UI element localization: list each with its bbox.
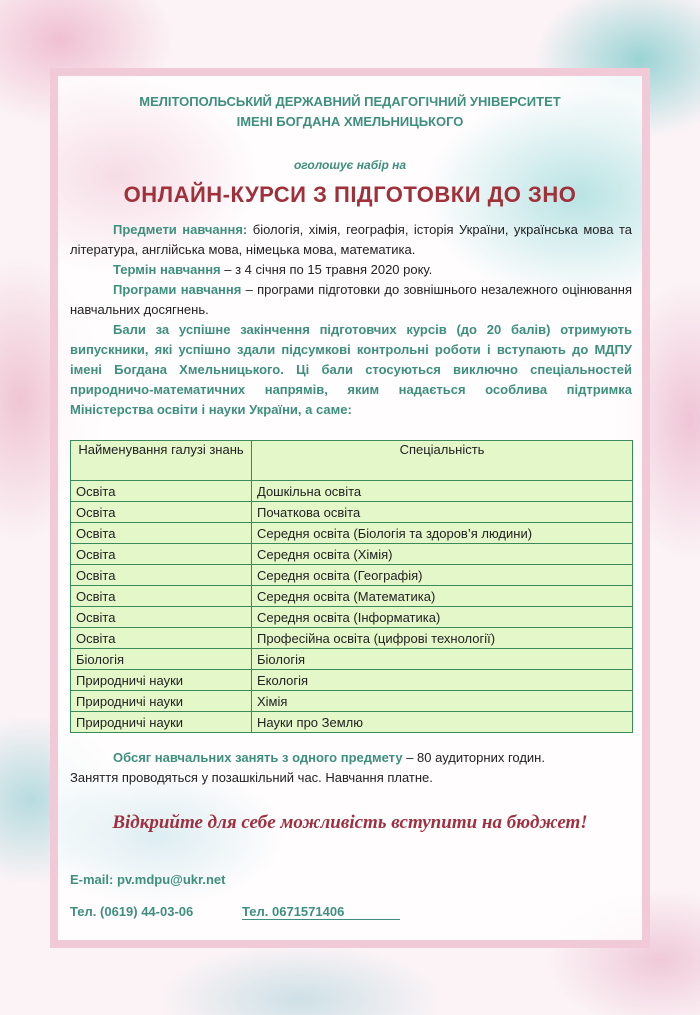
specialty-cell: Середня освіта (Хімія) [252, 544, 633, 565]
specialty-cell: Екологія [252, 670, 633, 691]
specialty-cell: Дошкільна освіта [252, 481, 633, 502]
phone-1: Тел. (0619) 44-03-06 [70, 904, 194, 919]
programs-label: Програми навчання [113, 282, 242, 297]
subjects-text: біологія, хімія, географія, історія України, українська мова та література, англійська мова, німецька мова, математика. [70, 222, 632, 257]
field-cell: Освіта [71, 523, 252, 544]
specialty-cell: Хімія [252, 691, 633, 712]
specialty-cell: Середня освіта (Інформатика) [252, 607, 633, 628]
specialty-cell: Біологія [252, 649, 633, 670]
programs-text: – програми підготовки до зовнішнього незалежного оцінювання навчальних досягнень. [70, 282, 632, 317]
subjects-label: Предмети навчання: [113, 222, 248, 237]
volume-paragraph [70, 748, 632, 768]
volume-label: Обсяг навчальних занять з одного предмету [113, 750, 403, 765]
table-row [71, 565, 633, 586]
field-cell: Природничі науки [71, 712, 252, 733]
field-cell: Освіта [71, 544, 252, 565]
column-header-field: Найменування галузі знань [71, 441, 252, 481]
term-label: Термін навчання [113, 262, 221, 277]
table-row [71, 607, 633, 628]
email-link[interactable]: E-mail: pv.mdpu@ukr.net [70, 872, 226, 887]
field-cell: Природничі науки [71, 691, 252, 712]
field-cell: Освіта [71, 586, 252, 607]
specialty-cell: Середня освіта (Географія) [252, 565, 633, 586]
programs-paragraph [70, 280, 632, 320]
field-cell: Освіта [71, 628, 252, 649]
column-header-specialty: Спеціальність [252, 441, 633, 481]
table-row [71, 670, 633, 691]
table-row [71, 481, 633, 502]
note-paragraph: Заняття проводяться у позашкільний час. Навчання платне. [70, 770, 433, 785]
specialty-cell: Науки про Землю [252, 712, 633, 733]
info-paragraphs [70, 220, 632, 420]
table-row [71, 691, 633, 712]
subjects-paragraph [70, 220, 632, 260]
field-cell: Природничі науки [71, 670, 252, 691]
university-name: МЕЛІТОПОЛЬСЬКИЙ ДЕРЖАВНИЙ ПЕДАГОГІЧНИЙ УНІВЕРСИТЕТ [139, 94, 561, 109]
slogan: Відкрийте для себе можливість вступити на бюджет! [112, 812, 588, 833]
page-title: ОНЛАЙН-КУРСИ З ПІДГОТОВКИ ДО ЗНО [123, 182, 577, 207]
specialty-cell: Початкова освіта [252, 502, 633, 523]
field-cell: Освіта [71, 502, 252, 523]
table-row [71, 502, 633, 523]
field-cell: Освіта [71, 607, 252, 628]
field-cell: Освіта [71, 565, 252, 586]
volume-text: – 80 аудиторних годин. [402, 750, 545, 765]
announces-text: оголошує набір на [293, 158, 407, 172]
specialty-cell: Професійна освіта (цифрові технології) [252, 628, 633, 649]
field-cell: Біологія [71, 649, 252, 670]
table-row [71, 628, 633, 649]
poster-frame [50, 68, 650, 948]
specialty-cell: Середня освіта (Біологія та здоров’я людини) [252, 523, 633, 544]
table-row [71, 523, 633, 544]
phone-2: Тел. 0671571406 [242, 904, 400, 920]
table-row [71, 544, 633, 565]
term-text: – з 4 січня по 15 травня 2020 року. [220, 262, 433, 277]
term-paragraph [70, 260, 632, 280]
table-row [71, 649, 633, 670]
footer-text [70, 748, 632, 788]
field-cell: Освіта [71, 481, 252, 502]
points-paragraph: Бали за успішне закінчення підготовчих курсів (до 20 балів) отримують випускники, які успішно здали підсумкові контрольні роботи і вступають до МДПУ імені Богдана Хмельницького. Ці бали стосуються виключно спеціальностей природничо-математичних напрямів, яким надається особлива підтримка Міністерства освіти і науки України, а саме: [70, 322, 632, 417]
university-name-line2: ІМЕНІ БОГДАНА ХМЕЛЬНИЦЬКОГО [236, 114, 464, 129]
table-row [71, 712, 633, 733]
table-row [71, 586, 633, 607]
table-header-row [71, 441, 633, 481]
specialties-table [70, 440, 633, 733]
specialty-cell: Середня освіта (Математика) [252, 586, 633, 607]
